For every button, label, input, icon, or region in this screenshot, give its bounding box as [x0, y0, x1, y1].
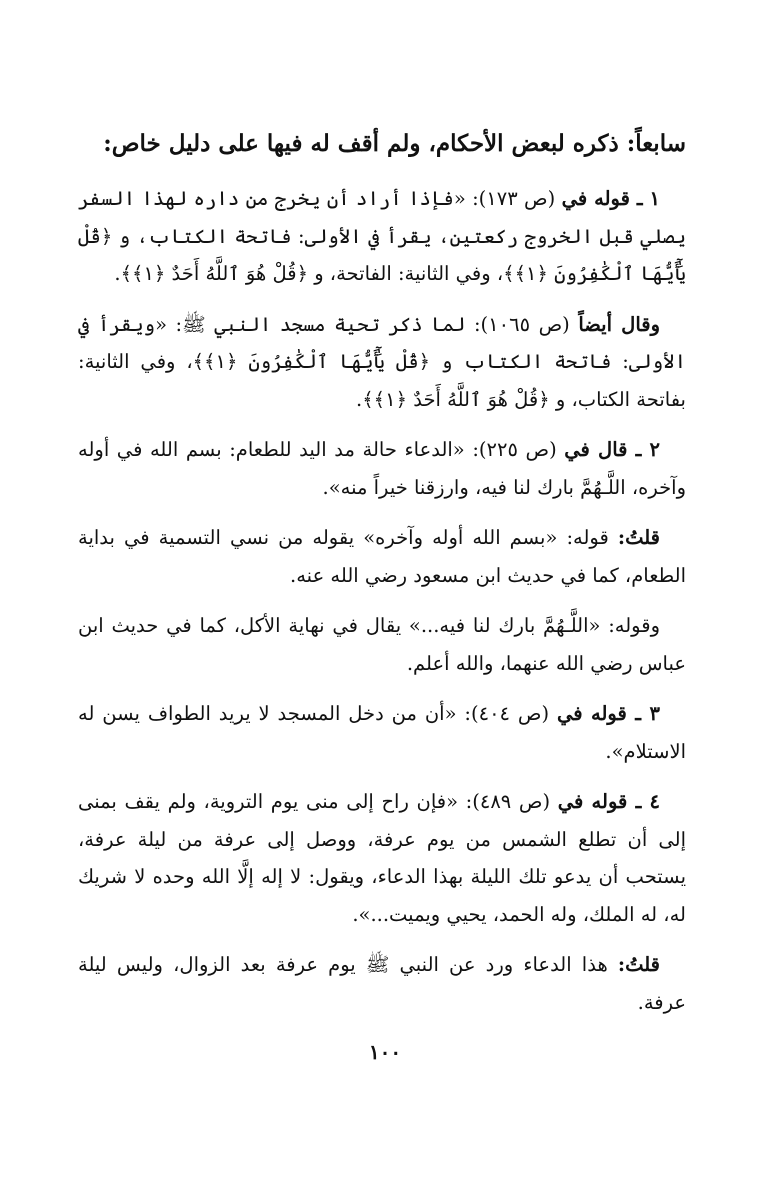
paragraph-5 — [78, 607, 686, 682]
paragraph-7 — [78, 783, 686, 933]
paragraph-6-lead: ٣ ـ قوله في — [556, 702, 660, 725]
paragraph-3-text: (ص ٢٢٥): «الدعاء حالة مد اليد للطعام: بسم الله في أوله وآخره، اللَّـهُمَّ بارك لنا فيه، وارزقنا خيراً منه». — [78, 438, 686, 499]
paragraph-6-text: (ص ٤٠٤): «أن من دخل المسجد لا يريد الطواف يسن له الاستلام». — [78, 702, 686, 763]
paragraph-2-lead: وقال أيضاً — [578, 312, 660, 336]
page-number: ١٠٠ — [368, 1040, 402, 1064]
paragraph-7-text: (ص ٤٨٩): «فإن راح إلى منى يوم التروية، ولم يقف بمنى إلى أن تطلع الشمس من يوم عرفة، ووصل إلى عرفة من ليلة عرفة، يستحب أن يدعو تلك الليلة بهذا الدعاء، ويقول: لا إله إلَّا الله وحده لا شريك له، له الملك، وله الحمد، يحيي ويميت...». — [78, 790, 686, 926]
paragraph-3-lead: ٢ ـ قال في — [564, 438, 660, 461]
paragraph-3 — [78, 431, 686, 506]
paragraph-2 — [78, 306, 686, 419]
paragraph-1-lead: ١ ـ قوله في — [561, 187, 660, 210]
paragraph-8 — [78, 946, 686, 1021]
paragraph-7-lead: ٤ ـ قوله في — [557, 790, 660, 813]
paragraph-8-lead: قلتُ: — [617, 953, 660, 976]
section-heading: سابعاً: ذكره لبعض الأحكام، ولم أقف له فيها على دليل خاص: — [103, 130, 686, 157]
page-content — [78, 122, 686, 1034]
paragraph-2-text: (ص ١٠٦٥): لما ذكر تحية مسجد النبي ﷺ: «ويقرأ في الأولى: فاتحة الكتاب و ﴿قُلْ يَٰٓأَيُّهَا ٱلْكَٰفِرُونَ ﴿١﴾﴾، وفي الثانية: بفاتحة الكتاب، و ﴿قُلْ هُوَ ٱللَّهُ أَحَدٌ ﴿١﴾﴾. — [78, 312, 687, 411]
paragraph-8-text: هذا الدعاء ورد عن النبي ﷺ يوم عرفة بعد الزوال، وليس ليلة عرفة. — [78, 953, 686, 1014]
paragraph-4 — [78, 519, 686, 594]
paragraph-1 — [78, 180, 686, 293]
paragraph-4-text: قوله: «بسم الله أوله وآخره» يقوله من نسي التسمية في بداية الطعام، كما في حديث ابن مسعود رضي الله عنه. — [78, 526, 686, 587]
paragraph-5-text: وقوله: «اللَّـهُمَّ بارك لنا فيه...» يقال في نهاية الأكل، كما في حديث ابن عباس رضي الله عنهما، والله أعلم. — [78, 614, 686, 675]
paragraph-4-lead: قلتُ: — [617, 526, 660, 549]
paragraph-6 — [78, 695, 686, 770]
paragraph-1-text: (ص ١٧٣): «فإذا أراد أن يخرج من داره لهذا السفر يصلي قبل الخروج ركعتين، يقرأ في الأولى: فاتحة الكتاب، و ﴿قُلْ يَٰٓأَيُّهَا ٱلْكَٰفِرُونَ ﴿١﴾﴾، وفي الثانية: الفاتحة، و ﴿قُلْ هُوَ ٱللَّهُ أَحَدٌ ﴿١﴾﴾. — [78, 187, 686, 285]
